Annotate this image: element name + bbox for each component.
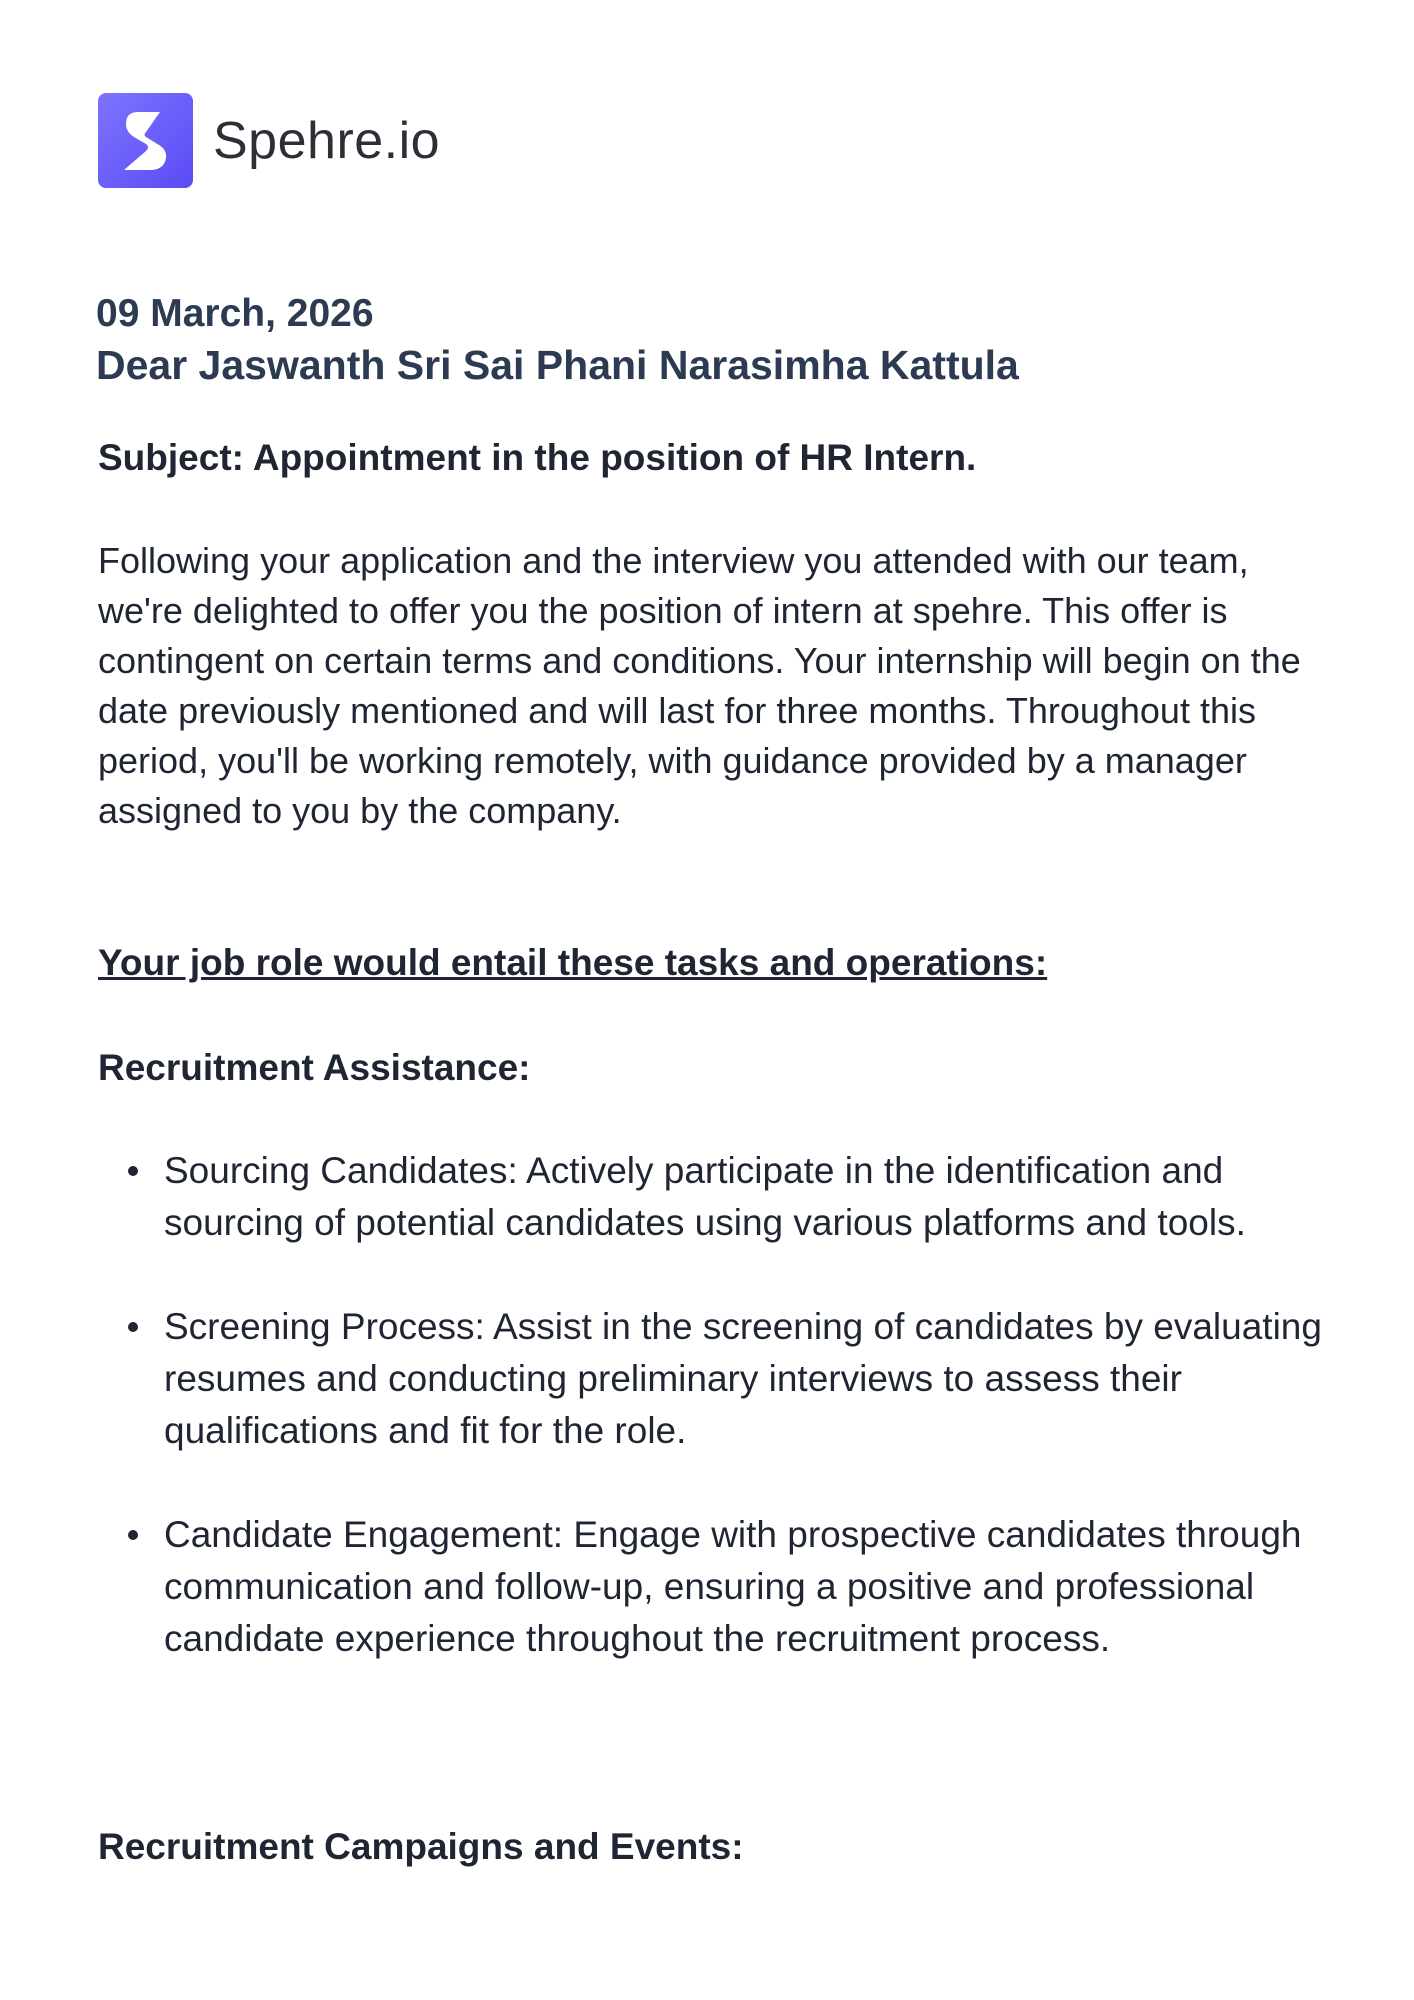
task-list <box>98 1145 1328 1717</box>
letter-date: 09 March, 2026 <box>96 292 374 335</box>
brand-name: Spehre.io <box>213 111 441 170</box>
tasks-heading: Your job role would entail these tasks and operations: <box>98 942 1048 983</box>
list-item-text: Sourcing Candidates: Actively participate in the identification and sourcing of potential candidates using various platforms and tools. <box>164 1150 1246 1243</box>
list-item <box>98 1145 1328 1249</box>
bullet-icon <box>128 1166 138 1176</box>
list-item <box>98 1301 1328 1457</box>
subject-line: Subject: Appointment in the position of HR Intern. <box>98 437 977 478</box>
salutation: Dear Jaswanth Sri Sai Phani Narasimha Kattula <box>96 342 1019 388</box>
s-logo-icon <box>98 93 193 188</box>
brand-logo <box>98 93 440 188</box>
bullet-icon <box>128 1530 138 1540</box>
list-item-text: Screening Process: Assist in the screening of candidates by evaluating resumes and conducting preliminary interviews to assess their qualifications and fit for the role. <box>164 1306 1322 1451</box>
list-item-text: Candidate Engagement: Engage with prospective candidates through communication and follow-up, ensuring a positive and professional candidate experience throughout the recruitment process. <box>164 1514 1302 1659</box>
body-paragraph: Following your application and the interview you attended with our team, we're delighted to offer you the position of intern at spehre. This offer is contingent on certain terms and conditions. Your internship will begin on the date previously mentioned and will last for three months. Throughout this period, you'll be working remotely, with guidance provided by a manager assigned to you by the company. <box>98 540 1301 831</box>
section-heading-recruitment-assistance: Recruitment Assistance: <box>98 1047 531 1088</box>
bullet-icon <box>128 1322 138 1332</box>
list-item <box>98 1509 1328 1665</box>
section-heading-recruitment-campaigns: Recruitment Campaigns and Events: <box>98 1826 744 1867</box>
